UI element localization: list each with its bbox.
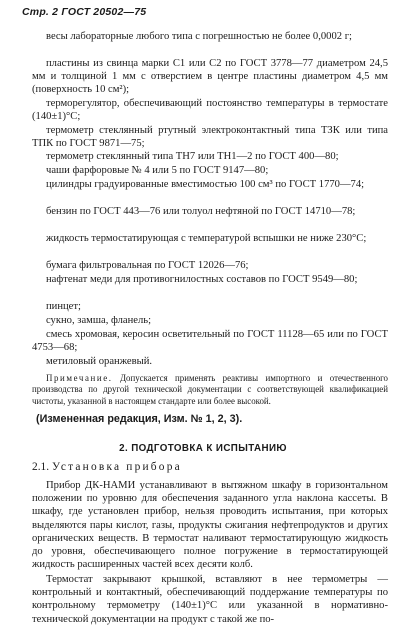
- list-item: весы лабораторные любого типа с погрешностью не более 0,0002 г;: [46, 31, 352, 42]
- subsection-heading: [32, 461, 388, 473]
- list-item: нафтенат меди для противогнилостных составов по ГОСТ 9549—80;: [46, 274, 358, 285]
- list-item: терморегулятор, обеспечивающий постоянство температуры в термостате (140±1)°С;: [32, 98, 388, 123]
- list-item: бумага фильтровальная по ГОСТ 12026—76;: [46, 260, 249, 271]
- list-item: цилиндры градуированные вместимостью 100 см³ по ГОСТ 1770—74;: [46, 179, 365, 190]
- page-header: Стр. 2 ГОСТ 20502—75: [22, 6, 147, 18]
- list-item: термометр стеклянный ртутный электроконтактный типа ТЗК или типа ТПК по ГОСТ 9871—75;: [32, 125, 388, 150]
- list-item: чаши фарфоровые № 4 или 5 по ГОСТ 9147—80;: [46, 165, 269, 176]
- subsection-number: 2.1.: [32, 461, 50, 473]
- list-item: пластины из свинца марки С1 или С2 по ГОСТ 3778—77 диаметром 24,5 мм и толщиной 1 мм с отверстием в центре пластины диаметром 4,5 мм (поверхность 10 см²);: [32, 58, 388, 96]
- section-title: 2. ПОДГОТОВКА К ИСПЫТАНИЮ: [119, 443, 287, 454]
- list-item: сукно, замша, фланель;: [46, 315, 152, 326]
- list-item: жидкость термостатирующая с температурой вспышки не ниже 230°С;: [46, 233, 367, 244]
- list-item: смесь хромовая, керосин осветительный по ГОСТ 11128—65 или по ГОСТ 4753—68;: [32, 329, 388, 354]
- list-item: бензин по ГОСТ 443—76 или толуол нефтяной по ГОСТ 14710—78;: [46, 206, 356, 217]
- note-text: Допускается применять реактивы импортного и отечественного производства по другой технической документации с соответствующей квалификацией чистоты, указанной в настоящем стандарте или более высокой.: [32, 373, 388, 406]
- subsection-title: Установка прибора: [51, 461, 182, 473]
- body-paragraph: Прибор ДК-НАМИ устанавливают в вытяжном шкафу в горизонтальном положении по уровню для обеспечения заданного угла наклона кассеты. В шкафу, где установлен прибор, нельзя проводить испытания, при которых выделяются пары кислот, газы, продукты сжигания нефтепродуктов и других органических веществ. В термостат наливают термостатирующую жидкость до уровня, обеспечивающего полное погружение в термостатирующей жидкость расширенных частей всех десяти колб.: [32, 480, 388, 571]
- list-item: термометр стеклянный типа ТН7 или ТН1—2 по ГОСТ 400—80;: [46, 151, 339, 162]
- list-item: пинцет;: [46, 301, 81, 312]
- list-item: метиловый оранжевый.: [46, 356, 153, 367]
- edition-note: (Измененная редакция, Изм. № 1, 2, 3).: [36, 413, 243, 425]
- body-paragraph: Термостат закрывают крышкой, вставляют в нее термометры — контрольный и контактный, обеспечивающий поддержание температуры по контрольному термометру (140±1)°С или указанной в нормативно-технической документации на продукт с такой же по-: [32, 574, 388, 625]
- note-paragraph: [32, 373, 388, 407]
- note-label: Примечание.: [46, 373, 113, 383]
